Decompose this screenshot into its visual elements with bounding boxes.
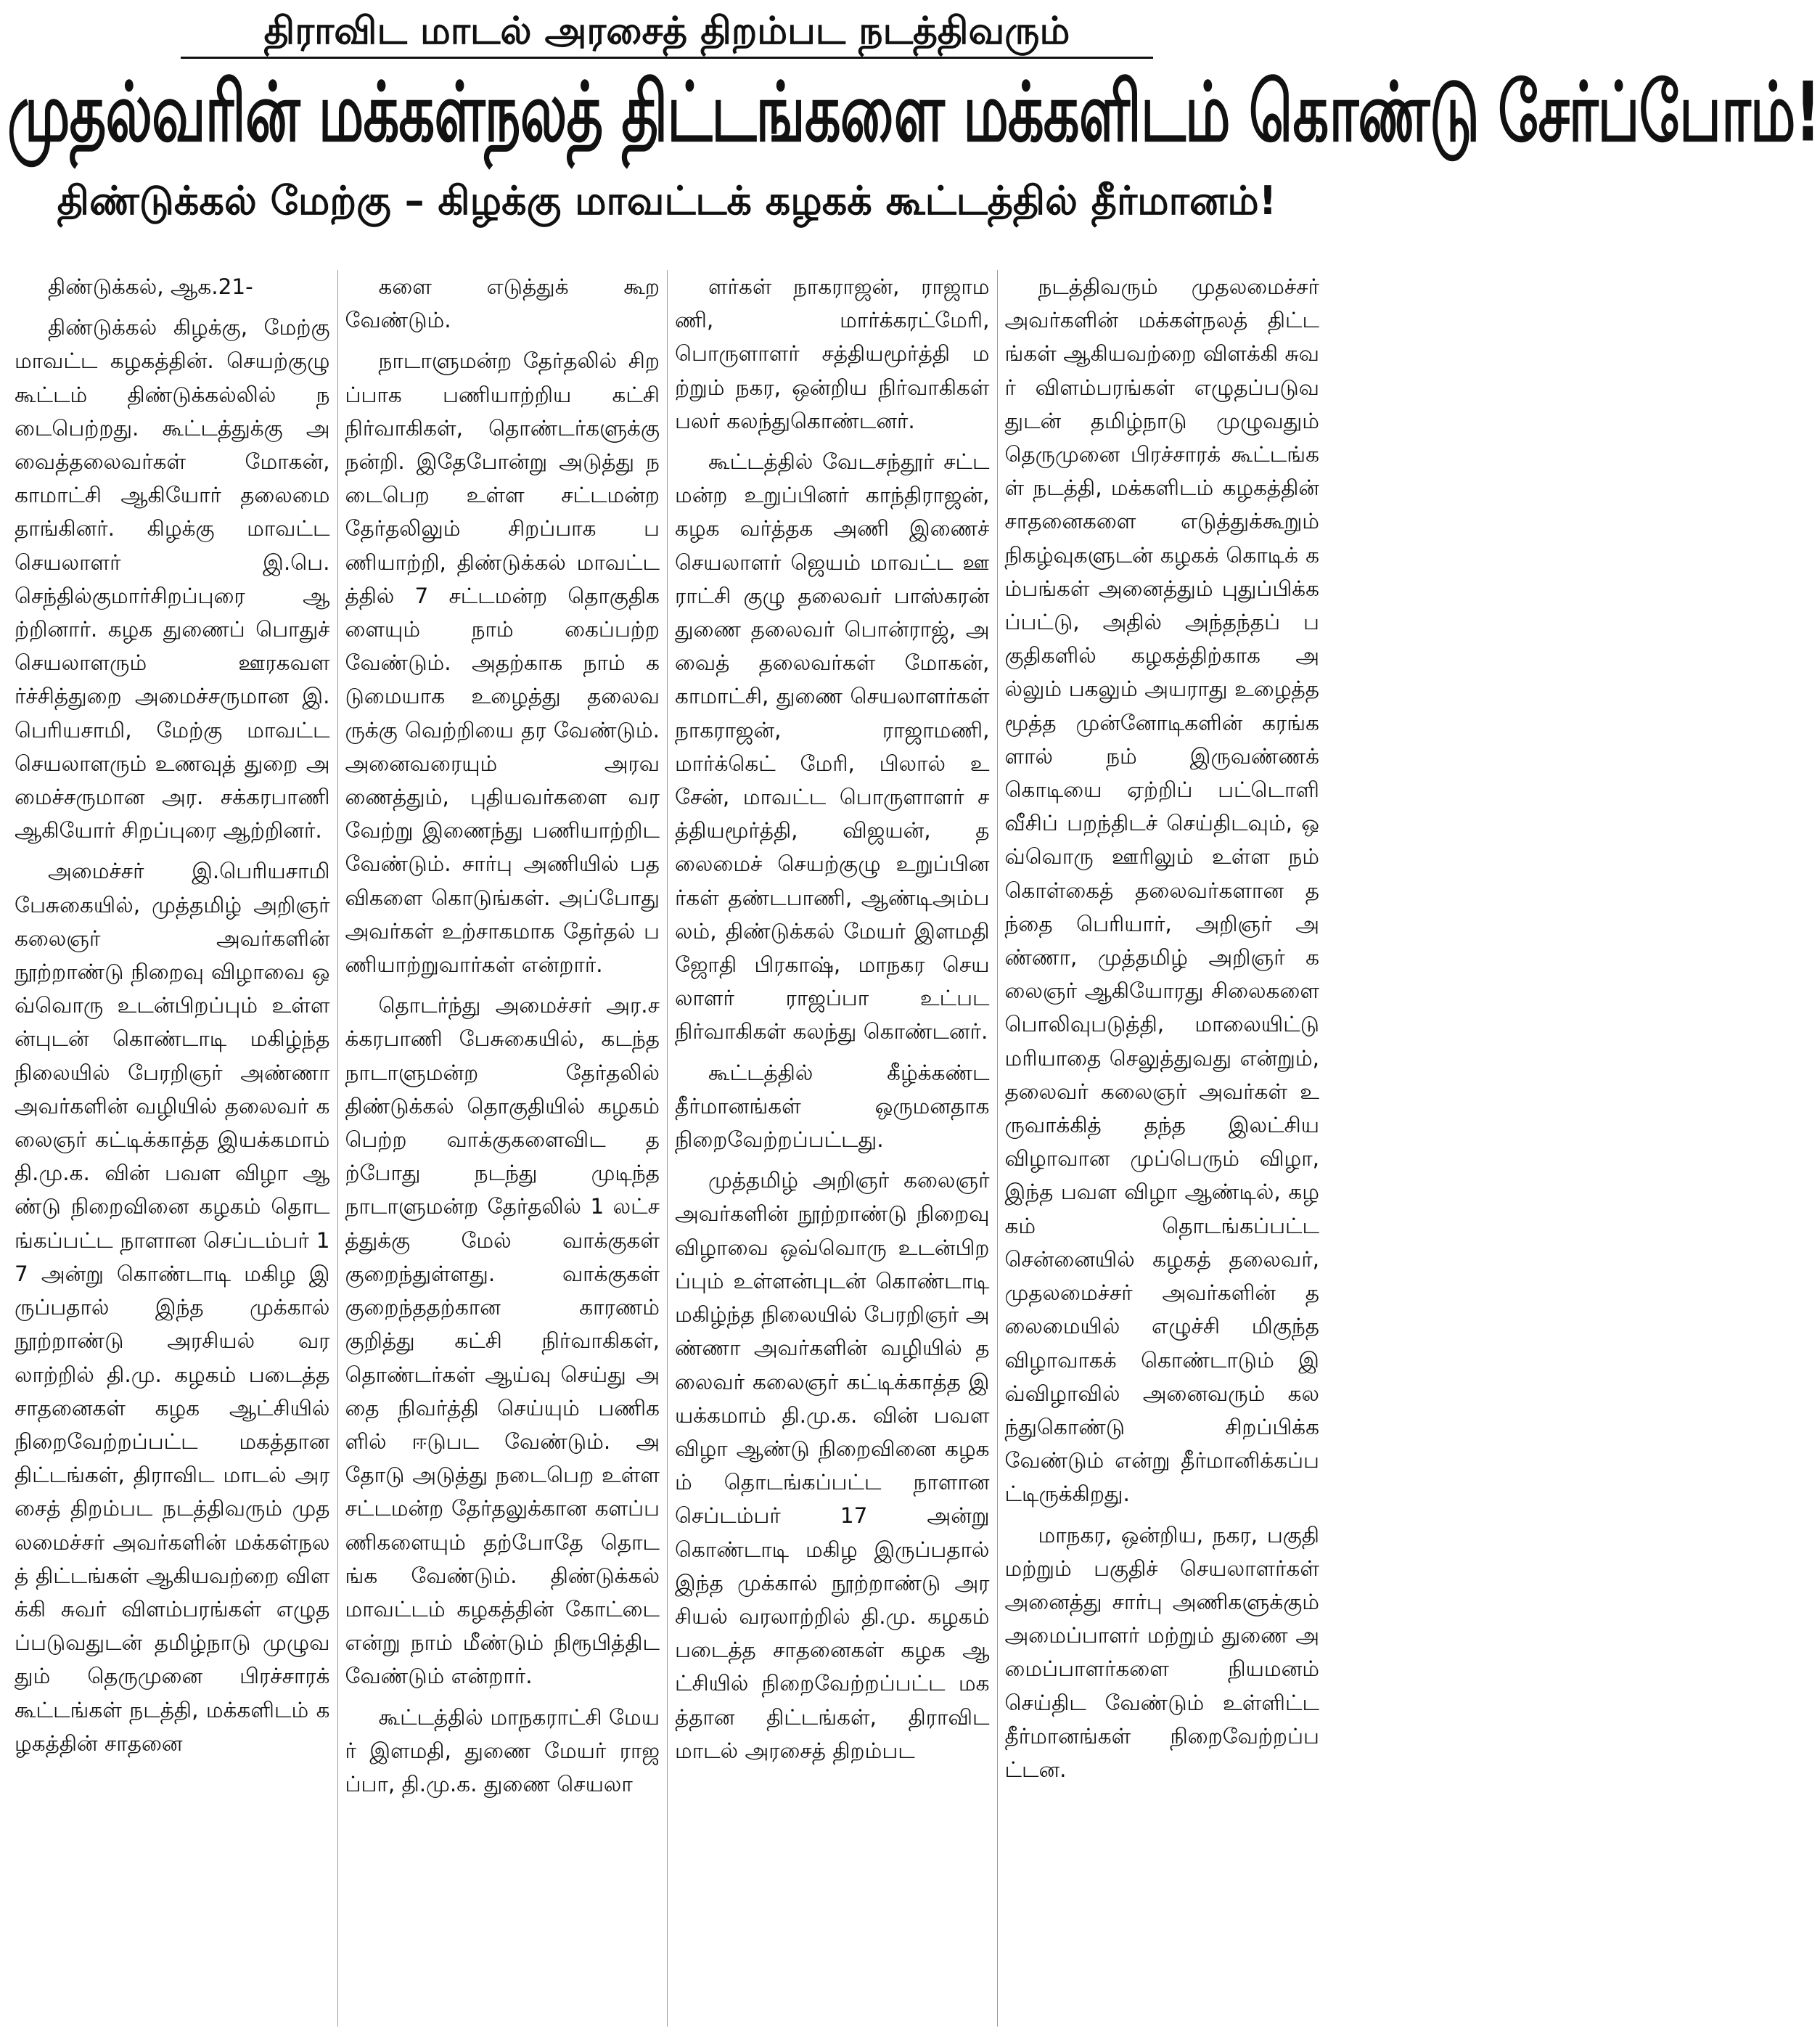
dateline: திண்டுக்கல், ஆக.21- bbox=[48, 274, 253, 299]
paragraph: கூட்டத்தில் கீழ்க்கண்ட தீர்மானங்கள் ஒருமனதாக நிறைவேற்றப்பட்டது. bbox=[675, 1060, 990, 1153]
paragraph: நடத்திவரும் முதலமைச்சர் அவர்களின் மக்கள்நலத் திட்டங்கள் ஆகியவற்றை விளக்கி சுவர் விளம்பரங்கள் எழுதப்படுவதுடன் தமிழ்நாடு முழுவதும் தெருமுனை பிரச்சாரக் கூட்டங்கள் நடத்தி, மக்களிடம் கழகத்தின் சாதனைகளை எடுத்துக்கூறும் நிகழ்வுகளுடன் கழகக் கொடிக் கம்பங்கள் அனைத்தும் புதுப்பிக்கப்பட்டு, அதில் அந்தந்தப் பகுதிகளில் கழகத்திற்காக அல்லும் பகலும் அயராது உழைத்த மூத்த முன்னோடிகளின் கரங்களால் நம் இருவண்ணக் கொடியை ஏற்றிப் பட்டொளி வீசிப் பறந்திடச் செய்திடவும், ஒவ்வொரு ஊரிலும் உள்ள நம் கொள்கைத் தலைவர்களான தந்தை பெரியார், அறிஞர் அண்ணா, முத்தமிழ் அறிஞர் கலைஞர் ஆகியோரது சிலைகளை பொலிவுபடுத்தி, மாலையிட்டு மரியாதை செலுத்துவது என்றும், தலைவர் கலைஞர் அவர்கள் உருவாக்கித் தந்த இலட்சிய விழாவான முப்பெரும் விழா, இந்த பவள விழா ஆண்டில், கழகம் தொடங்கப்பட்ட சென்னையில் கழகத் தலைவர், முதலமைச்சர் அவர்களின் தலைமையில் எழுச்சி மிகுந்த விழாவாகக் கொண்டாடும் இவ்விழாவில் அனைவரும் கலந்துகொண்டு சிறப்பிக்கவேண்டும் என்று தீர்மானிக்கப்பட்டிருக்கிறது. bbox=[1004, 274, 1319, 1507]
paragraph: களை எடுத்துக் கூற வேண்டும். bbox=[345, 274, 660, 333]
main-headline bbox=[7, 59, 1820, 168]
article-body bbox=[7, 270, 1327, 2027]
paragraph: தொடர்ந்து அமைச்சர் அர.சக்கரபாணி பேசுகையில், கடந்த நாடாளுமன்ற தேர்தலில் திண்டுக்கல் தொகுதியில் கழகம் பெற்ற வாக்குகளைவிட தற்போது நடந்து முடிந்த நாடாளுமன்ற தேர்தலில் 1 லட்சத்துக்கு மேல் வாக்குகள் குறைந்துள்ளது. வாக்குகள் குறைந்ததற்கான காரணம் குறித்து கட்சி நிர்வாகிகள், தொண்டர்கள் ஆய்வு செய்து அதை நிவர்த்தி செய்யும் பணிகளில் ஈடுபட வேண்டும். அதோடு அடுத்து நடைபெற உள்ள சட்டமன்ற தேர்தலுக்கான களப்பணிகளையும் தற்போதே தொடங்க வேண்டும். திண்டுக்கல் மாவட்டம் கழகத்தின் கோட்டை என்று நாம் மீண்டும் நிரூபித்திட வேண்டும் என்றார். bbox=[345, 993, 660, 1689]
sub-headline: திண்டுக்கல் மேற்கு – கிழக்கு மாவட்டக் கழகக் கூட்டத்தில் தீர்மானம்! bbox=[57, 178, 1277, 224]
paragraph: மாநகர, ஒன்றிய, நகர, பகுதி மற்றும் பகுதிச் செயலாளர்கள் அனைத்து சார்பு அணிகளுக்கும் அமைப்பாளர் மற்றும் துணை அமைப்பாளர்களை நியமனம் செய்திட வேண்டும் உள்ளிட்ட தீர்மானங்கள் நிறைவேற்றப்பட்டன. bbox=[1004, 1522, 1319, 1782]
article-column-3 bbox=[667, 270, 997, 2027]
kicker-headline: திராவிட மாடல் அரசைத் திறம்பட நடத்திவரும் bbox=[263, 9, 1070, 53]
paragraph: அமைச்சர் இ.பெரியசாமி பேசுகையில், முத்தமிழ் அறிஞர் கலைஞர் அவர்களின் நூற்றாண்டு நிறைவு விழாவை ஒவ்வொரு உடன்பிறப்பும் உள்ளன்புடன் கொண்டாடி மகிழ்ந்த நிலையில் பேரறிஞர் அண்ணா அவர்களின் வழியில் தலைவர் கலைஞர் கட்டிக்காத்த இயக்கமாம் தி.மு.க. வின் பவள விழா ஆண்டு நிறைவினை கழகம் தொடங்கப்பட்ட நாளான செப்டம்பர் 17 அன்று கொண்டாடி மகிழ இருப்பதால் இந்த முக்கால் நூற்றாண்டு அரசியல் வரலாற்றில் தி.மு. கழகம் படைத்த சாதனைகள் கழக ஆட்சியில் நிறைவேற்றப்பட்ட மகத்தான திட்டங்கள், திராவிட மாடல் அரசைத் திறம்பட நடத்திவரும் முதலமைச்சர் அவர்களின் மக்கள்நலத் திட்டங்கள் ஆகியவற்றை விளக்கி சுவர் விளம்பரங்கள் எழுதப்படுவதுடன் தமிழ்நாடு முழுவதும் தெருமுனை பிரச்சாரக் கூட்டங்கள் நடத்தி, மக்களிடம் கழகத்தின் சாதனை bbox=[15, 859, 330, 1756]
paragraph: திண்டுக்கல் கிழக்கு, மேற்கு மாவட்ட கழகத்தின். செயற்குழு கூட்டம் திண்டுக்கல்லில் நடைபெற்றது. கூட்டத்துக்கு அவைத்தலைவர்கள் மோகன், காமாட்சி ஆகியோர் தலைமை தாங்கினர். கிழக்கு மாவட்ட செயலாளர் இ.பெ.செந்தில்குமார்சிறப்புரை ஆற்றினார். கழக துணைப் பொதுச் செயலாளரும் ஊரகவளர்ச்சித்துறை அமைச்சருமான இ.பெரியசாமி, மேற்கு மாவட்ட செயலாளரும் உணவுத் துறை அமைச்சருமான அர. சக்கரபாணி ஆகியோர் சிறப்புரை ஆற்றினர். bbox=[15, 315, 330, 843]
article-column-4 bbox=[997, 270, 1327, 2027]
paragraph: நாடாளுமன்ற தேர்தலில் சிறப்பாக பணியாற்றிய கட்சி நிர்வாகிகள், தொண்டர்களுக்கு நன்றி. இதேபோன்று அடுத்து நடைபெற உள்ள சட்டமன்ற தேர்தலிலும் சிறப்பாக பணியாற்றி, திண்டுக்கல் மாவட்டத்தில் 7 சட்டமன்ற தொகுதிகளையும் நாம் கைப்பற்ற வேண்டும். அதற்காக நாம் கடுமையாக உழைத்து தலைவருக்கு வெற்றியை தர வேண்டும். அனைவரையும் அரவணைத்தும், புதியவர்களை வரவேற்று இணைந்து பணியாற்றிட வேண்டும். சார்பு அணியில் பதவிகளை கொடுங்கள். அப்போது அவர்கள் உற்சாகமாக தேர்தல் பணியாற்றுவார்கள் என்றார். bbox=[345, 348, 660, 978]
paragraph: கூட்டத்தில் வேடசந்தூர் சட்டமன்ற உறுப்பினர் காந்திராஜன், கழக வர்த்தக அணி இணைச் செயலாளர் ஜெயம் மாவட்ட ஊராட்சி குழு தலைவர் பாஸ்கரன் துணை தலைவர் பொன்ராஜ், அவைத் தலைவர்கள் மோகன், காமாட்சி, துணை செயலாளர்கள் நாகராஜன், ராஜாமணி, மார்க்கெட் மேரி, பிலால் உசேன், மாவட்ட பொருளாளர் சத்தியமூர்த்தி, விஜயன், தலைமைச் செயற்குழு உறுப்பினர்கள் தண்டபாணி, ஆண்டிஅம்பலம், திண்டுக்கல் மேயர் இளமதி ஜோதி பிரகாஷ், மாநகர செயலாளர் ராஜப்பா உட்பட நிர்வாகிகள் கலந்து கொண்டனர். bbox=[675, 449, 990, 1044]
paragraph: முத்தமிழ் அறிஞர் கலைஞர் அவர்களின் நூற்றாண்டு நிறைவு விழாவை ஒவ்வொரு உடன்பிறப்பும் உள்ளன்புடன் கொண்டாடி மகிழ்ந்த நிலையில் பேரறிஞர் அண்ணா அவர்களின் வழியில் தலைவர் கலைஞர் கட்டிக்காத்த இயக்கமாம் தி.மு.க. வின் பவள விழா ஆண்டு நிறைவினை கழகம் தொடங்கப்பட்ட நாளான செப்டம்பர் 17 அன்று கொண்டாடி மகிழ இருப்பதால் இந்த முக்கால் நூற்றாண்டு அரசியல் வரலாற்றில் தி.மு. கழகம் படைத்த சாதனைகள் கழக ஆட்சியில் நிறைவேற்றப்பட்ட மகத்தான திட்டங்கள், திராவிட மாடல் அரசைத் திறம்பட bbox=[675, 1168, 990, 1763]
paragraph: ளர்கள் நாகராஜன், ராஜாமணி, மார்க்கரட்மேரி, பொருளாளர் சத்தியமூர்த்தி மற்றும் நகர, ஒன்றிய நிர்வாகிகள் பலர் கலந்துகொண்டனர். bbox=[675, 274, 990, 433]
article-column-1 bbox=[7, 270, 337, 2027]
main-headline-text: முதல்வரின் மக்கள்நலத் திட்டங்களை மக்களிடம் கொண்டு சேர்ப்போம்! bbox=[7, 65, 1820, 161]
paragraph: கூட்டத்தில் மாநகராட்சி மேயர் இளமதி, துணை மேயர் ராஜப்பா, தி.மு.க. துணை செயலா bbox=[345, 1704, 660, 1796]
article-column-2 bbox=[337, 270, 668, 2027]
